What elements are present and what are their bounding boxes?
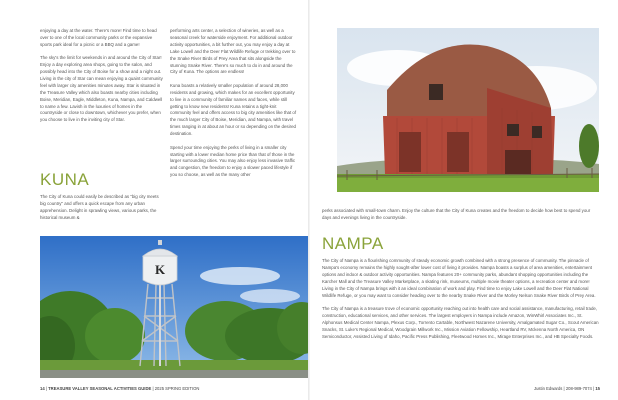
agent-phone: 208-989-7074	[565, 386, 592, 391]
nampa-heading: NAMPA	[322, 234, 384, 253]
edition: 2025 SPRING EDITION	[154, 386, 200, 391]
right-footer	[534, 386, 600, 391]
page-number: 15	[595, 386, 600, 391]
agent-name: Justin Edwards	[533, 386, 563, 391]
kuna-intro	[40, 194, 164, 226]
paragraph: Kuna boasts a relatively smaller population of around 28,000 residents and growing, which makes for an excellent opportunity to live in a community of familiar names and faces, while still getting to know new residents! Kuna retains a tight-knit community feel and offers access to big city amenities like that of the much larger City of Boise, Meridian, and Nampa, with travel times ranging in at about an hour or so depending on the desired destination.	[170, 82, 297, 137]
guide-title: TREASURE VALLEY SEASONAL ACTIVITIES GUIDE	[48, 386, 152, 391]
footer-separator: |	[45, 386, 49, 391]
left-column-2	[170, 28, 298, 226]
page-number: 14	[40, 386, 45, 391]
water-tower-photo	[40, 236, 308, 378]
paragraph: The sky's the limit for weekends in and around the City of Star! Enjoy a day exploring area shops, going to the salon, and possibly head into the City of Boise for a show and a night out. Living in the city of Star can mean enjoying a quaint community feel with larger city amenities minutes away. Star is situated in the Treasure Valley which also boasts nearby cities including Boise, Meridian, Eagle, Middleton, Kuna, Nampa, and Caldwell to name a few. Lavish in the luxuries of homes in the countryside or close to downtown, whichever you prefer, when you choose to live in the inviting city of Star.	[40, 55, 163, 123]
footer-separator: |	[563, 386, 566, 391]
nampa-body	[322, 258, 602, 382]
svg-text:K: K	[154, 262, 166, 277]
paragraph: The City of Nampa is a treasure trove of economic opportunity reaching out into health care and social assistance, manufacturing, retail trade, construction, educational services, and other services. The largest employers in Nampa include Amazon, WinWhirl Associates Inc., St. Alphonsus Medical Center Nampa, Plexus Corp., Torrento Cartable, Northwest Nazarene University, Amalgamated Sugar Co., Scout American Snacks, St. Luke's Regional Medical, Woodgrain Millwork Inc., Mission Aviation Fellowship, Heartland RV, Mckenna North America, ON Semiconductor, Assisted Living of Idaho, Pacific Press Publishing, Fleetwood Homes Inc., Mirage Enterprises Inc., and HB Specialty Foods.	[322, 305, 599, 339]
paragraph: enjoying a day at the water. There's more! Find time to head over to one of the local community parks or the expansive sports park ideal for a picnic or a BBQ and a game!	[40, 28, 157, 47]
left-footer	[40, 386, 199, 391]
footer-separator: |	[152, 386, 155, 391]
red-barn-photo	[337, 28, 599, 192]
paragraph: The City of Nampa is a flourishing community of steady economic growth combined with a strong presence of community. The pinnacle of Nampa's economy remains the highly sought-after lower cost of living it provides. Nampa boasts a surplus of area amenities, entertainment options and indoor & outdoor activity opportunities. Nampa features 20+ community parks, abundant shopping opportunities including the Karcher Mall and the Treasure Valley Marketplace, a skating rink, museums, multiple movie theater options, a recreation center and more! Living in the City of Nampa brings with it an ideal combination of work and play. Find time to enjoy Lake Lowell and the Deer Flat National Wildlife Refuge, or you may want to consider heading over to the nearby Snake River and the Morley Nelson Snake River Birds of Prey Area.	[322, 258, 596, 298]
paragraph: performing arts center, a selection of wineries, as well as a seasonal creek for waterside enjoyment. For additional outdoor activity opportunities, a bit further out, you may enjoy a day at Lake Lowell and the Deer Flat Wildlife Refuge or trekking over to the Snake River Birds of Prey Area that sits alongside the stunning Snake River. There's so much to do in and around the City of Kuna. The options are endless!	[170, 28, 296, 75]
footer-separator: |	[593, 386, 596, 391]
page-gutter	[308, 0, 310, 400]
paragraph: Spend your time enjoying the perks of living in a smaller city starting with a lower median home price than that of those in the larger surrounding cities. You may also enjoy less invasive traffic and congestion, the freedom to enjoy a slower paced lifestyle if you so choose, as well as the many other	[170, 144, 296, 178]
kuna-continued	[322, 208, 600, 224]
left-column-1	[40, 28, 164, 176]
paragraph: perks associated with small-town charm. Enjoy the culture that the City of Kuna creates and the freedom to decide how best to spend your days and evenings living in the countryside.	[322, 208, 591, 220]
kuna-heading: KUNA	[40, 170, 90, 189]
paragraph: The City of Kuna could easily be described as "big city meets big country" and offers a quick escape from any urban apprehension. Delight in sprawling views, various parks, the historical museum &	[40, 194, 159, 220]
